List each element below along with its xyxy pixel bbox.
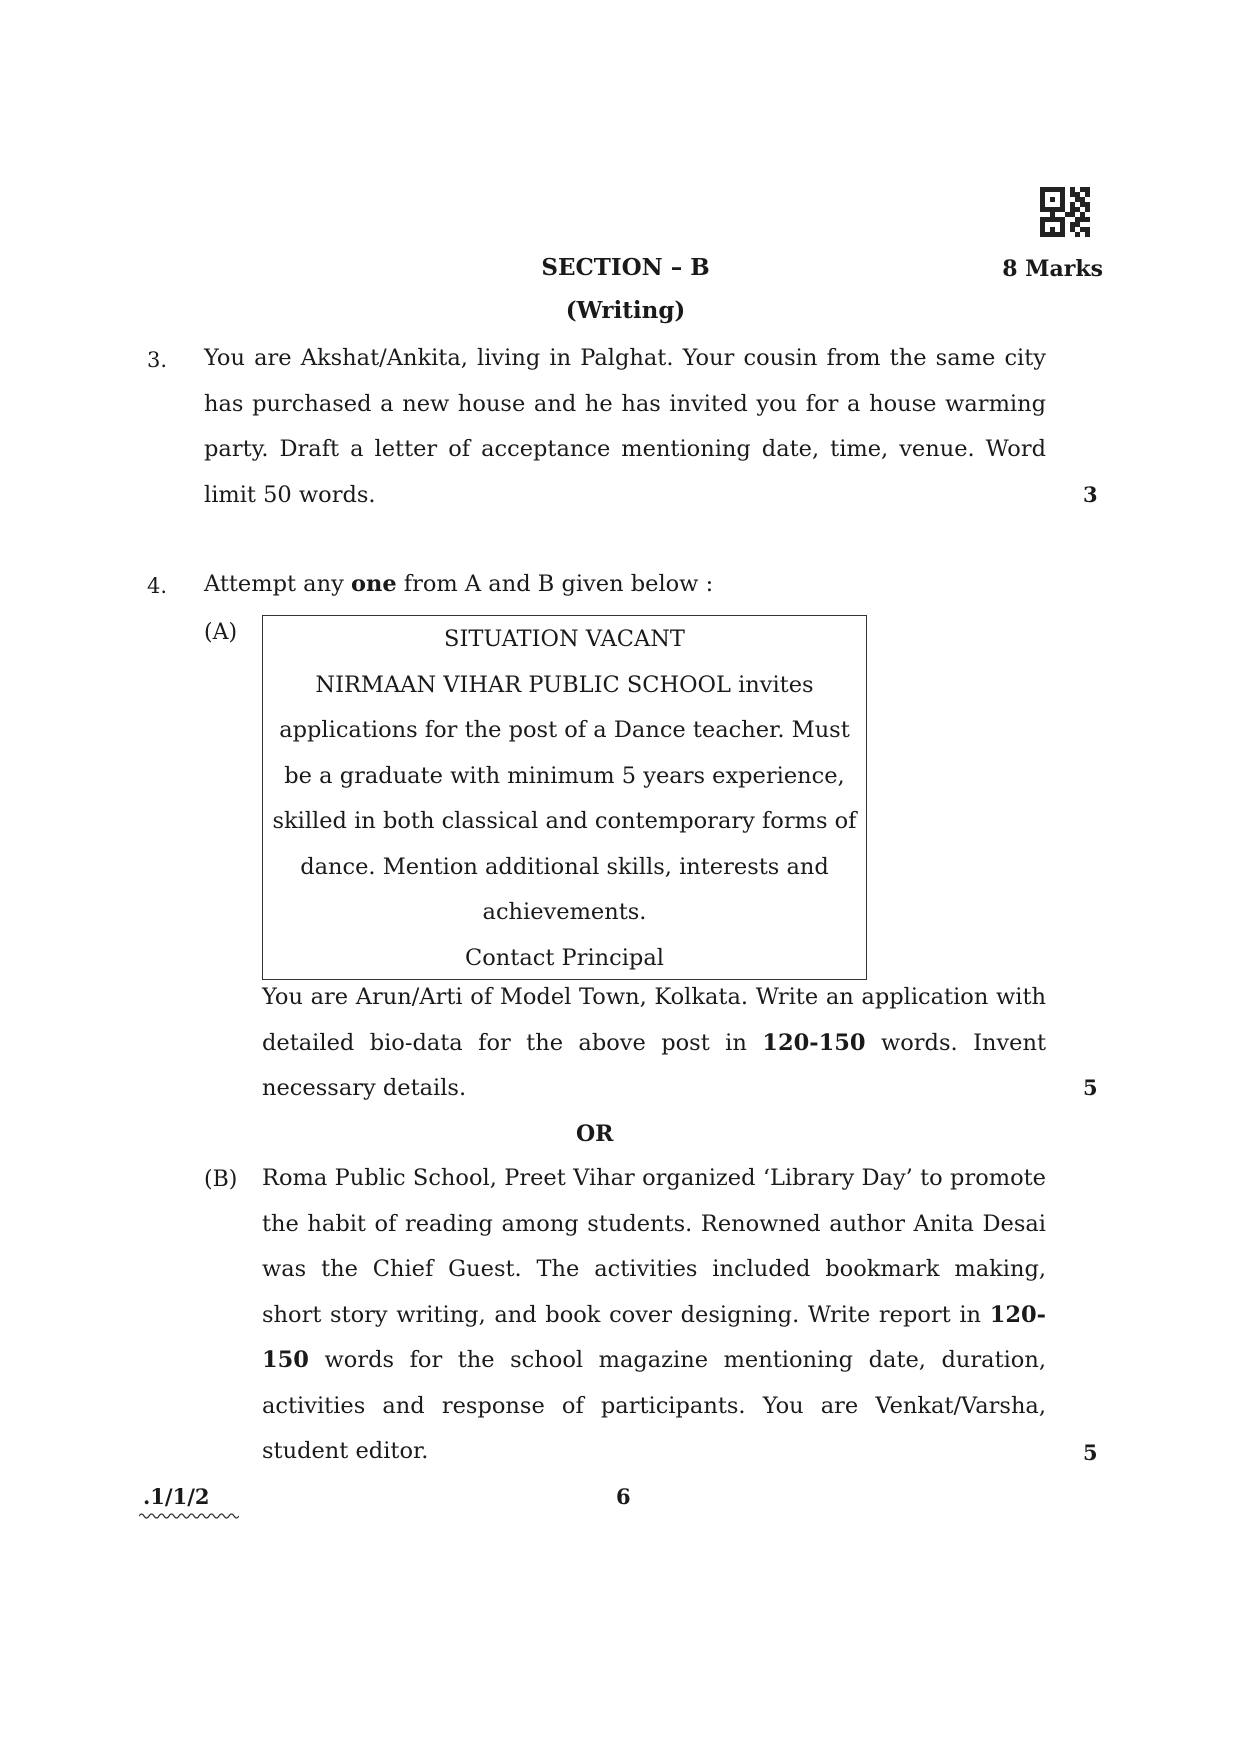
section-subtitle: (Writing): [565, 297, 686, 324]
advertisement-box: [262, 615, 867, 980]
section-title: SECTION – B: [541, 254, 710, 281]
advertisement-title: SITUATION VACANT: [444, 626, 685, 652]
option-b-label: (B): [204, 1167, 238, 1192]
question-3-text: You are Akshat/Ankita, living in Palghat. Your cousin from the same city has purchased a new house and he has invited you for a house warming party. Draft a letter of acceptance mentioning date, time, venue. Word limit 50 words.: [204, 345, 1046, 508]
question-4-intro: Attempt any one from A and B given below :: [204, 571, 714, 597]
option-a-text: You are Arun/Arti of Model Town, Kolkata. Write an application with detailed bio-data for the above post in 120-150 words. Invent necessary details.: [262, 984, 1047, 1101]
question-number-4: 4.: [147, 574, 168, 598]
advertisement-contact: Contact Principal: [465, 944, 664, 971]
advertisement-line: applications for the post of a Dance teacher. Must: [279, 717, 850, 743]
option-b-text: Roma Public School, Preet Vihar organized ‘Library Day’ to promote the habit of reading among students. Renowned author Anita Desai was the Chief Guest. The activities included bookmark making, short story writing, and book cover designing. Write report in 120-150 words for the school magazine mentioning date, duration, activities and response of participants. You are Venkat/Varsha, student editor.: [262, 1165, 1046, 1464]
page-number: 6: [616, 1484, 631, 1509]
or-separator: OR: [576, 1121, 614, 1147]
advertisement-line: achievements.: [482, 899, 647, 925]
question-3-marks: 3: [1083, 482, 1098, 507]
section-marks: 8 Marks: [1002, 256, 1103, 282]
option-a-label: (A): [204, 620, 238, 645]
advertisement-line: be a graduate with minimum 5 years experience,: [284, 762, 845, 789]
qr-code-icon: [1040, 187, 1090, 237]
wavy-underline: [139, 1512, 239, 1520]
advertisement-line: skilled in both classical and contemporary forms of: [272, 808, 857, 834]
option-a-marks: 5: [1083, 1075, 1098, 1100]
option-b-marks: 5: [1083, 1440, 1098, 1465]
advertisement-line: dance. Mention additional skills, interests and: [300, 853, 829, 880]
advertisement-line: NIRMAAN VIHAR PUBLIC SCHOOL invites: [315, 671, 814, 698]
question-number-3: 3.: [147, 348, 168, 372]
paper-code: .1/1/2: [143, 1484, 210, 1509]
